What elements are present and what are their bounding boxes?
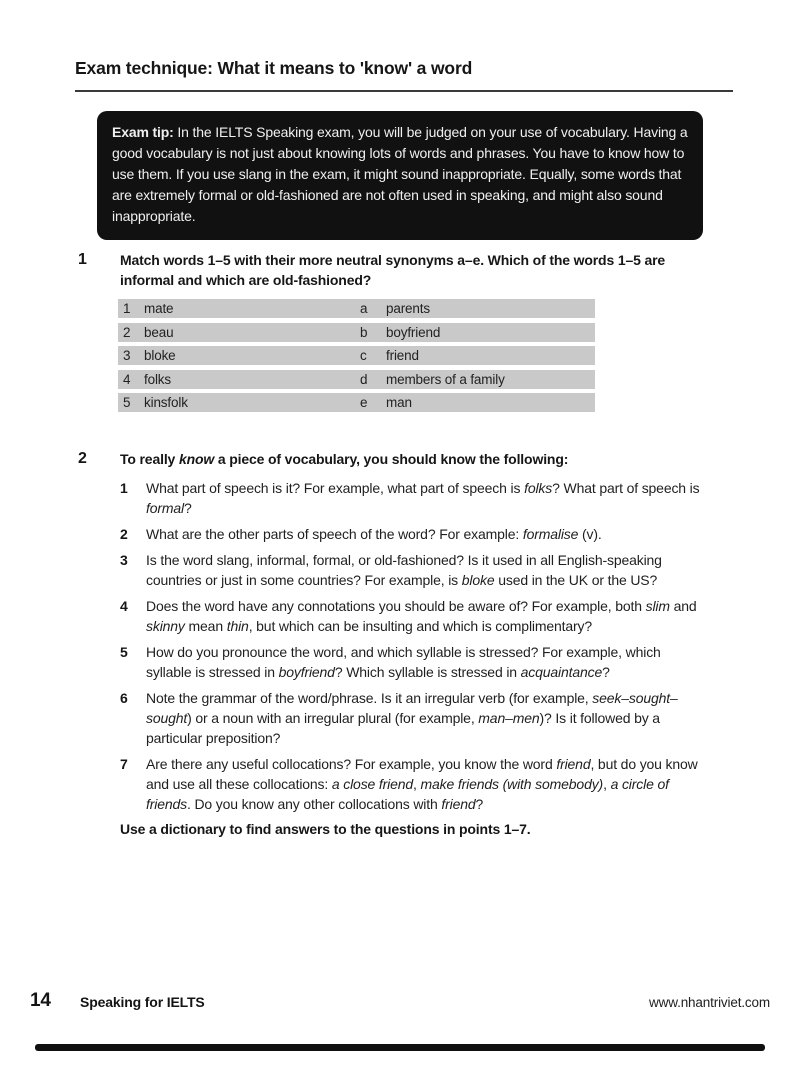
match-letter: b	[360, 324, 368, 340]
match-letter: c	[360, 348, 367, 364]
match-synonym: friend	[386, 348, 419, 364]
list-item	[120, 596, 706, 636]
list-item-text: What are the other parts of speech of the word? For example: formalise (v).	[146, 526, 602, 542]
list-item-text: Note the grammar of the word/phrase. Is it an irregular verb (for example, seek–sought–sought) or a noun with an irregular plural (for example, man–men)? Is it followed by a particular preposition?	[146, 690, 678, 746]
exercise-2-number: 2	[78, 450, 87, 467]
match-word-number: 4	[123, 371, 131, 387]
exercise-1	[78, 251, 730, 290]
exercise-2-closing-instruction: Use a dictionary to find answers to the questions in points 1–7.	[120, 821, 531, 837]
list-item-number: 2	[120, 526, 128, 542]
list-item	[120, 754, 706, 814]
page-number: 14	[30, 990, 51, 1011]
match-row	[118, 393, 595, 412]
match-letter: e	[360, 395, 368, 411]
list-item	[120, 524, 706, 544]
match-word: folks	[144, 371, 172, 387]
list-item-number: 7	[120, 756, 128, 772]
page-footer	[0, 990, 800, 1020]
list-item	[120, 642, 706, 682]
page-title: Exam technique: What it means to 'know' a word	[75, 58, 473, 78]
list-item-text: Does the word have any connotations you should be aware of? For example, both slim and skinny mean thin, but which can be insulting and which is complimentary?	[146, 598, 697, 634]
list-item	[120, 550, 706, 590]
matching-table	[118, 299, 595, 417]
list-item-text: Are there any useful collocations? For example, you know the word friend, but do you know and use all these collocations: a close friend, make friends (with somebody), a circle of friends. Do you know any other collocations with friend?	[146, 756, 698, 812]
match-synonym: boyfriend	[386, 324, 441, 340]
match-synonym: man	[386, 395, 412, 411]
match-row	[118, 346, 595, 365]
match-synonym: members of a family	[386, 371, 505, 387]
exam-tip-text: Exam tip: In the IELTS Speaking exam, you will be judged on your use of vocabulary. Having a good vocabulary is not just about knowing lots of words and phrases. You have to know how to use them. If you use slang in the exam, it might sound inappropriate. Equally, some words that are extremely formal or old-fashioned are not often used in speaking, and might also sound inappropriate.	[112, 124, 688, 224]
match-word: beau	[144, 324, 174, 340]
match-word-number: 5	[123, 395, 131, 411]
list-item-number: 3	[120, 552, 128, 568]
match-row	[118, 370, 595, 389]
exam-tip-box	[97, 111, 703, 240]
match-word-number: 2	[123, 324, 131, 340]
exercise-2	[78, 450, 730, 839]
match-word: kinsfolk	[144, 395, 188, 411]
list-item-number: 1	[120, 480, 128, 496]
page-bottom-bar	[35, 1044, 765, 1051]
match-row	[118, 299, 595, 318]
match-word-number: 3	[123, 348, 131, 364]
list-item-number: 6	[120, 690, 128, 706]
exercise-1-instruction: Match words 1–5 with their more neutral synonyms a–e. Which of the words 1–5 are informal and which are old-fashioned?	[120, 252, 666, 288]
match-word: mate	[144, 301, 174, 316]
list-item-text: How do you pronounce the word, and which syllable is stressed? For example, which syllable is stressed in boyfriend? Which syllable is stressed in acquaintance?	[146, 644, 661, 680]
match-synonym: parents	[386, 301, 430, 316]
match-word: bloke	[144, 348, 176, 364]
list-item-number: 4	[120, 598, 128, 614]
exercise-1-number: 1	[78, 251, 87, 268]
match-letter: a	[360, 301, 368, 316]
exercise-2-heading: To really know a piece of vocabulary, you should know the following:	[120, 451, 569, 467]
list-item-text: What part of speech is it? For example, what part of speech is folks? What part of speech is formal?	[146, 480, 700, 516]
match-row	[118, 323, 595, 342]
list-item	[120, 688, 706, 748]
list-item-text: Is the word slang, informal, formal, or old-fashioned? Is it used in all English-speaking countries or just in some countries? For example, is bloke used in the UK or the US?	[146, 552, 662, 588]
publisher-website: www.nhantriviet.com	[649, 995, 770, 1010]
match-letter: d	[360, 371, 368, 387]
title-underline-rule	[75, 90, 733, 92]
list-item-number: 5	[120, 644, 128, 660]
list-item	[120, 478, 706, 518]
match-word-number: 1	[123, 301, 131, 316]
book-title: Speaking for IELTS	[80, 994, 205, 1010]
